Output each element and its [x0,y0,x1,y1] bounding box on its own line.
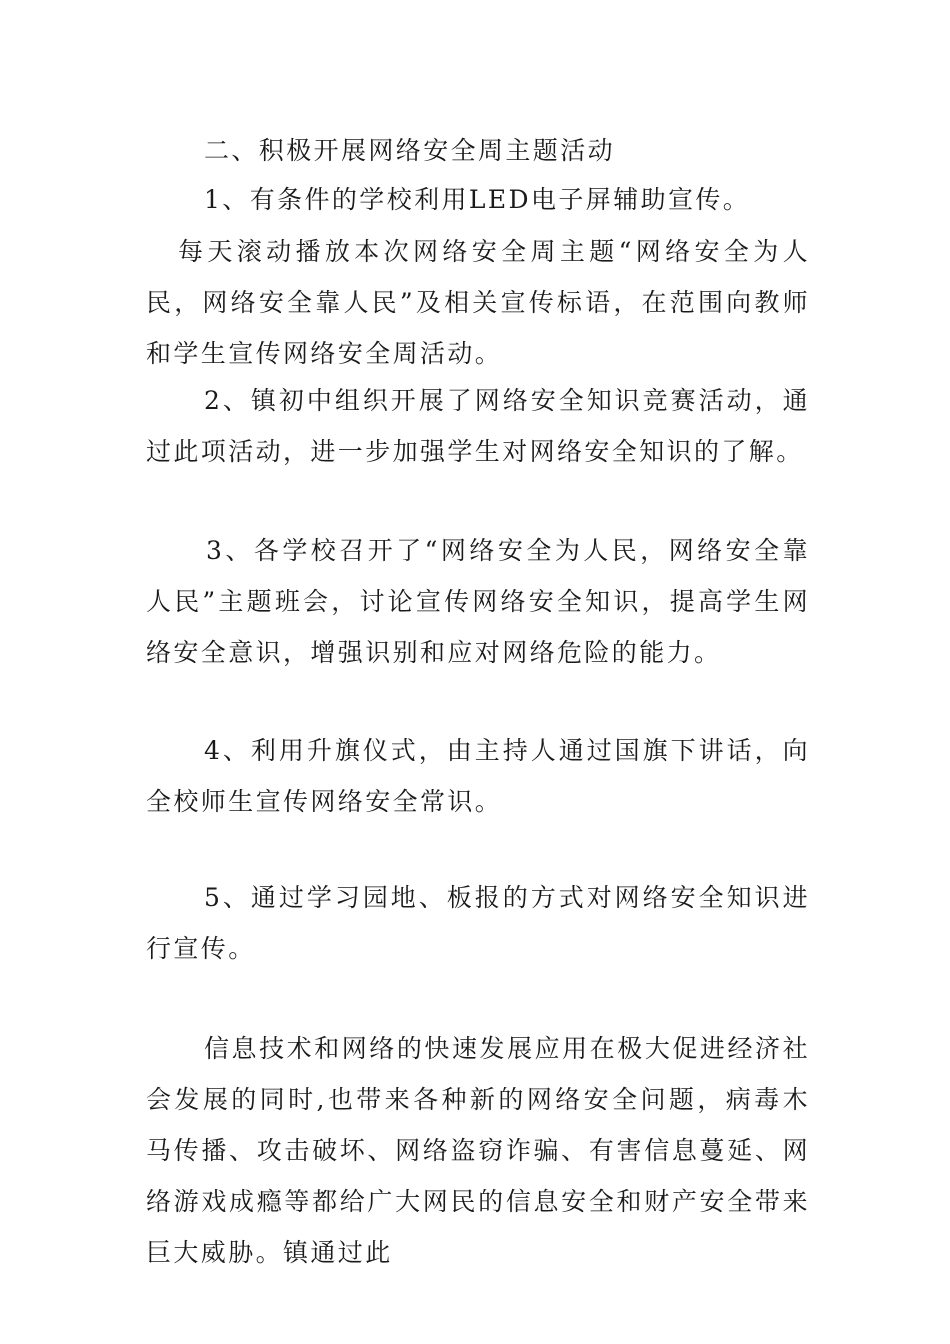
item-5: 5、通过学习园地、板报的方式对网络安全知识进行宣传。 [146,883,810,963]
item-3: 3、各学校召开了“网络安全为人民，网络安全靠人民”主题班会，讨论宣传网络安全知识，提高学生网络安全意识，增强识别和应对网络危险的能力。 [146,536,810,667]
closing-paragraph: 信息技术和网络的快速发展应用在极大促进经济社会发展的同时,也带来各种新的网络安全问题，病毒木马传播、攻击破坏、网络盗窃诈骗、有害信息蔓延、网络游戏成瘾等都给广大网民的信息安全和财产安全带来巨大威胁。镇通过此 [146,1034,810,1267]
item-4: 4、利用升旗仪式，由主持人通过国旗下讲话，向全校师生宣传网络安全常识。 [146,736,810,816]
item-2: 2、镇初中组织开展了网络安全知识竞赛活动，通过此项活动，进一步加强学生对网络安全知识的了解。 [146,386,810,466]
item-1-body: 每天滚动播放本次网络安全周主题“网络安全为人民，网络安全靠人民”及相关宣传标语，在范围向教师和学生宣传网络安全周活动。 [146,237,810,368]
section-heading: 二、积极开展网络安全周主题活动 [204,136,616,165]
item-1-title: 1、有条件的学校利用LED电子屏辅助宣传。 [204,185,751,214]
